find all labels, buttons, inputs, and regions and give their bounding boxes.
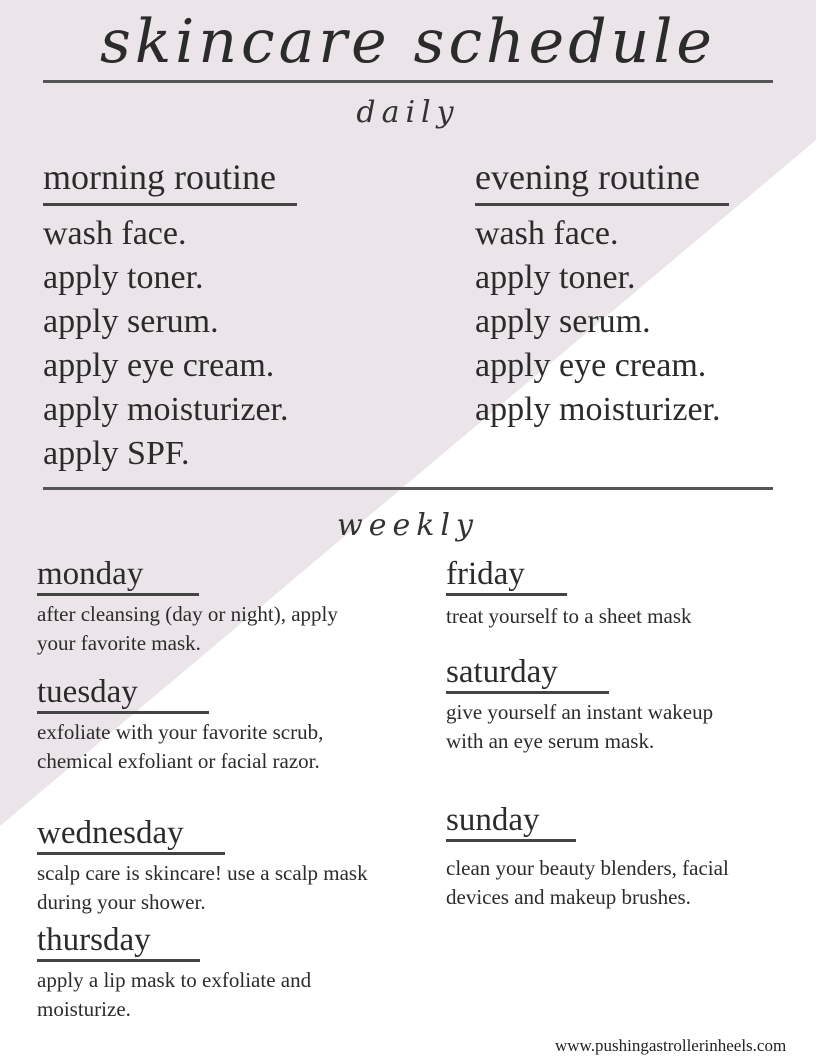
day-title: monday	[37, 556, 144, 592]
day-description: give yourself an instant wakeup with an eye serum mask.	[446, 700, 714, 753]
evening-routine-title: evening routine	[475, 157, 700, 197]
page-title: skincare schedule	[100, 7, 716, 77]
list-item: apply SPF.	[43, 435, 190, 472]
day-description: after cleansing (day or night), apply your favorite mask.	[37, 602, 338, 655]
day-title: thursday	[37, 922, 151, 958]
day-title: saturday	[446, 654, 558, 690]
day-title: sunday	[446, 802, 540, 838]
weekly-section-label: weekly	[337, 508, 479, 543]
list-item: apply moisturizer.	[475, 391, 721, 428]
day-underline	[37, 852, 225, 855]
list-item: apply moisturizer.	[43, 391, 289, 428]
weekly-day-thursday	[37, 921, 397, 1024]
day-description: apply a lip mask to exfoliate and moisturize.	[37, 968, 312, 1021]
day-title: friday	[446, 556, 525, 592]
list-item: wash face.	[475, 215, 619, 252]
weekly-day-saturday	[446, 653, 786, 756]
day-description: clean your beauty blenders, facial devices and makeup brushes.	[446, 856, 729, 909]
list-item: wash face.	[43, 215, 187, 252]
day-title: tuesday	[37, 674, 138, 710]
day-description: treat yourself to a sheet mask	[446, 604, 692, 628]
weekly-day-wednesday	[37, 814, 397, 917]
list-item: apply eye cream.	[475, 347, 707, 384]
evening-routine-list	[475, 212, 795, 432]
weekly-day-monday	[37, 555, 377, 658]
day-underline	[446, 593, 567, 596]
day-description: exfoliate with your favorite scrub, chemical exfoliant or facial razor.	[37, 720, 324, 773]
daily-weekly-divider	[43, 487, 773, 490]
day-underline	[446, 839, 576, 842]
day-description: scalp care is skincare! use a scalp mask during your shower.	[37, 861, 368, 914]
list-item: apply toner.	[475, 259, 636, 296]
day-underline	[446, 691, 609, 694]
evening-routine-underline	[475, 203, 729, 206]
day-underline	[37, 959, 200, 962]
footer-url: www.pushingastrollerinheels.com	[555, 1036, 787, 1055]
list-item: apply toner.	[43, 259, 204, 296]
day-underline	[37, 593, 199, 596]
day-title: wednesday	[37, 815, 184, 851]
morning-routine-title: morning routine	[43, 157, 276, 197]
weekly-day-tuesday	[37, 673, 377, 776]
weekly-day-friday	[446, 555, 786, 631]
weekly-day-sunday	[446, 801, 786, 912]
list-item: apply serum.	[43, 303, 219, 340]
daily-section-label: daily	[356, 95, 460, 130]
morning-routine-underline	[43, 203, 297, 206]
title-divider	[43, 80, 773, 83]
evening-routine-section	[475, 155, 795, 432]
list-item: apply serum.	[475, 303, 651, 340]
day-underline	[37, 711, 209, 714]
morning-routine-section	[43, 155, 343, 476]
morning-routine-list	[43, 212, 343, 476]
list-item: apply eye cream.	[43, 347, 275, 384]
